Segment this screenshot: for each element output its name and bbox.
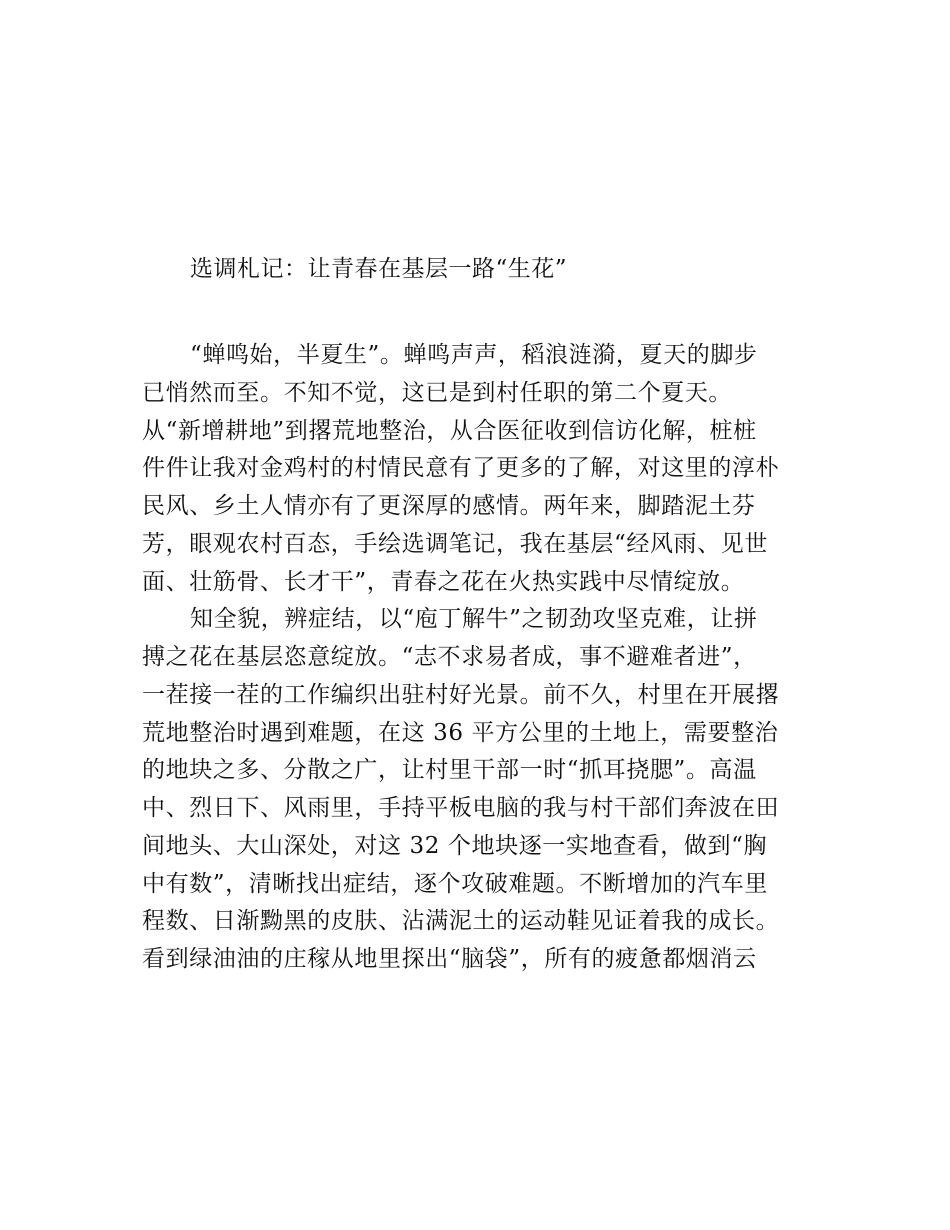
text-line: 已悄然而至。不知不觉，这已是到村任职的第二个夏天。 [142, 379, 732, 406]
text-line: 间地头、大山深处，对这 32 个地块逐一实地查看，做到“胸 [142, 832, 768, 859]
text-line: 中有数”，清晰找出症结，逐个攻破难题。不断增加的汽车里 [142, 870, 768, 897]
document-title: 选调札记：让青春在基层一路“生花” [190, 256, 568, 282]
text-line: 民风、乡土人情亦有了更深厚的感情。两年来，脚踏泥土芬 [142, 493, 756, 519]
text-line: 芳，眼观农村百态，手绘选调笔记，我在基层“经风雨、见世 [142, 530, 768, 557]
text-line: 一茬接一茬的工作编织出驻村好光景。前不久，村里在开展撂 [142, 681, 780, 708]
text-line: 搏之花在基层恣意绽放。“志不求易者成，事不避难者进”， [142, 644, 757, 670]
text-line: 从“新增耕地”到撂荒地整治，从合医征收到信访化解，桩桩 [142, 417, 757, 444]
text-line: 看到绿油油的庄稼从地里探出“脑袋”，所有的疲惫都烟消云 [142, 946, 757, 972]
text-line: 的地块之多、分散之广，让村里干部一时“抓耳挠腮”。高温 [142, 757, 757, 784]
text-line: 知全貌，辨症结，以“庖丁解牛”之韧劲攻坚克难，让拼 [190, 606, 758, 633]
document-body [142, 337, 822, 979]
text-line: 程数、日渐黝黑的皮肤、沾满泥土的运动鞋见证着我的成长。 [142, 908, 780, 935]
text-line: 荒地整治时遇到难题，在这 36 平方公里的土地上，需要整治 [142, 719, 779, 746]
text-line: 件件让我对金鸡村的村情民意有了更多的了解，对这里的淳朴 [142, 455, 780, 482]
text-line: 面、壮筋骨、长才干”，青春之花在火热实践中尽情绽放。 [142, 568, 745, 595]
text-line: 中、烈日下、风雨里，手持平板电脑的我与村干部们奔波在田 [142, 795, 780, 821]
text-line: “蝉鸣始，半夏生”。蝉鸣声声，稻浪涟漪，夏天的脚步 [190, 342, 758, 368]
